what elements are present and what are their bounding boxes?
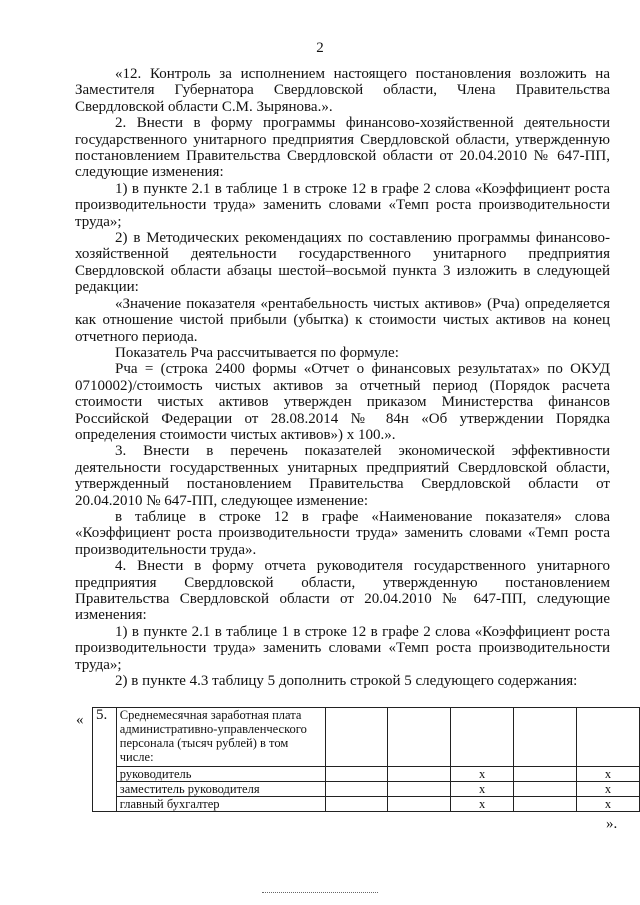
table-row xyxy=(93,708,640,767)
table-cell xyxy=(451,708,514,767)
paragraph-item-2-sub-1: 1) в пункте 2.1 в таблице 1 в строке 12 в графе 2 слова «Коэффициент роста производительности труда» заменить словами «Темп роста производительности труда»; xyxy=(75,180,610,230)
table-sub-row-label: главный бухгалтер xyxy=(116,797,325,812)
paragraph-item-2-sub-2: 2) в Методических рекомендациях по составлению программы финансово-хозяйственной деятельности государственного унитарного предприятия Свердловской области абзацы шестой–восьмой пункта 3 изложить в следующей редакции: xyxy=(75,230,610,296)
page-number: 2 xyxy=(316,40,324,56)
paragraph-item-4-sub-1: 1) в пункте 2.1 в таблице 1 в строке 12 в графе 2 слова «Коэффициент роста производительности труда» заменить словами «Темп роста производительности труда»; xyxy=(75,623,610,673)
paragraph-item-4: 4. Внести в форму отчета руководителя государственного унитарного предприятия Свердловской области, утвержденную постановлением Правительства Свердловской области от 20.04.2010 № 647-ПП, следующие изменения: xyxy=(75,558,610,624)
table-cell xyxy=(325,782,388,797)
table-row xyxy=(93,797,640,812)
table-cell-mark: х xyxy=(451,767,514,782)
table-row xyxy=(93,782,640,797)
table-cell-mark: х xyxy=(451,797,514,812)
table-quote-open: « xyxy=(76,712,84,728)
table-cell xyxy=(388,708,451,767)
table-sub-row-label: заместитель руководителя xyxy=(116,782,325,797)
table-cell xyxy=(388,782,451,797)
table-cell-mark: х xyxy=(576,782,639,797)
table-cell xyxy=(388,767,451,782)
table-5-row-addition xyxy=(92,707,640,812)
paragraph-rca-formula-intro: Показатель Рча рассчитывается по формуле: xyxy=(115,344,399,361)
paragraph-clause-12: «12. Контроль за исполнением настоящего постановления возложить на Заместителя Губернатора Свердловской области, Члена Правительства Свердловской области С.М. Зырянова.». xyxy=(75,66,610,115)
table-row-header-label: Среднемесячная заработная плата административно-управленческого персонала (тысяч рублей) в том числе: xyxy=(116,708,325,767)
table-cell xyxy=(325,767,388,782)
table-cell xyxy=(514,767,577,782)
table-cell xyxy=(514,708,577,767)
paragraph-rca-definition: «Значение показателя «рентабельность чистых активов» (Рча) определяется как отношение чистой прибыли (убытка) к стоимости чистых активов на конец отчетного периода. xyxy=(75,295,610,345)
table-cell-mark: х xyxy=(451,782,514,797)
table-cell xyxy=(325,708,388,767)
table-sub-row-label: руководитель xyxy=(116,767,325,782)
document-body xyxy=(75,66,610,689)
table-cell xyxy=(576,708,639,767)
footer-divider xyxy=(262,892,378,893)
table-cell xyxy=(514,797,577,812)
table-cell xyxy=(514,782,577,797)
paragraph-item-3-change: в таблице в строке 12 в графе «Наименование показателя» слова «Коэффициент роста производительности труда» заменить словами «Темп роста производительности труда». xyxy=(75,508,610,558)
paragraph-item-4-sub-2: 2) в пункте 4.3 таблицу 5 дополнить строкой 5 следующего содержания: xyxy=(115,673,578,690)
table-cell xyxy=(325,797,388,812)
table-cell xyxy=(388,797,451,812)
table-cell-mark: х xyxy=(576,797,639,812)
table-row xyxy=(93,767,640,782)
paragraph-item-2: 2. Внести в форму программы финансово-хозяйственной деятельности государственного унитарного предприятия Свердловской области, утвержденную постановлением Правительства Свердловской области от 20.04.2010 № 647-ПП, следующие изменения: xyxy=(75,115,610,181)
table-cell-mark: х xyxy=(576,767,639,782)
paragraph-rca-formula: Рча = (строка 2400 формы «Отчет о финансовых результатах» по ОКУД 0710002)/стоимость чистых активов за отчетный период (Порядок расчета стоимости чистых активов утвержден приказом Министерства финансов Российской Федерации от 28.08.2014 № 84н «Об утверждении Порядка определения стоимости чистых активов») x 100.». xyxy=(75,361,610,443)
table-row-number: 5. xyxy=(93,708,117,812)
table-quote-close: ». xyxy=(606,816,618,832)
paragraph-item-3: 3. Внести в перечень показателей экономической эффективности деятельности государственных унитарных предприятий Свердловской области, утвержденный постановлением Правительства Свердловской области от 20.04.2010 № 647-ПП, следующее изменение: xyxy=(75,443,610,509)
